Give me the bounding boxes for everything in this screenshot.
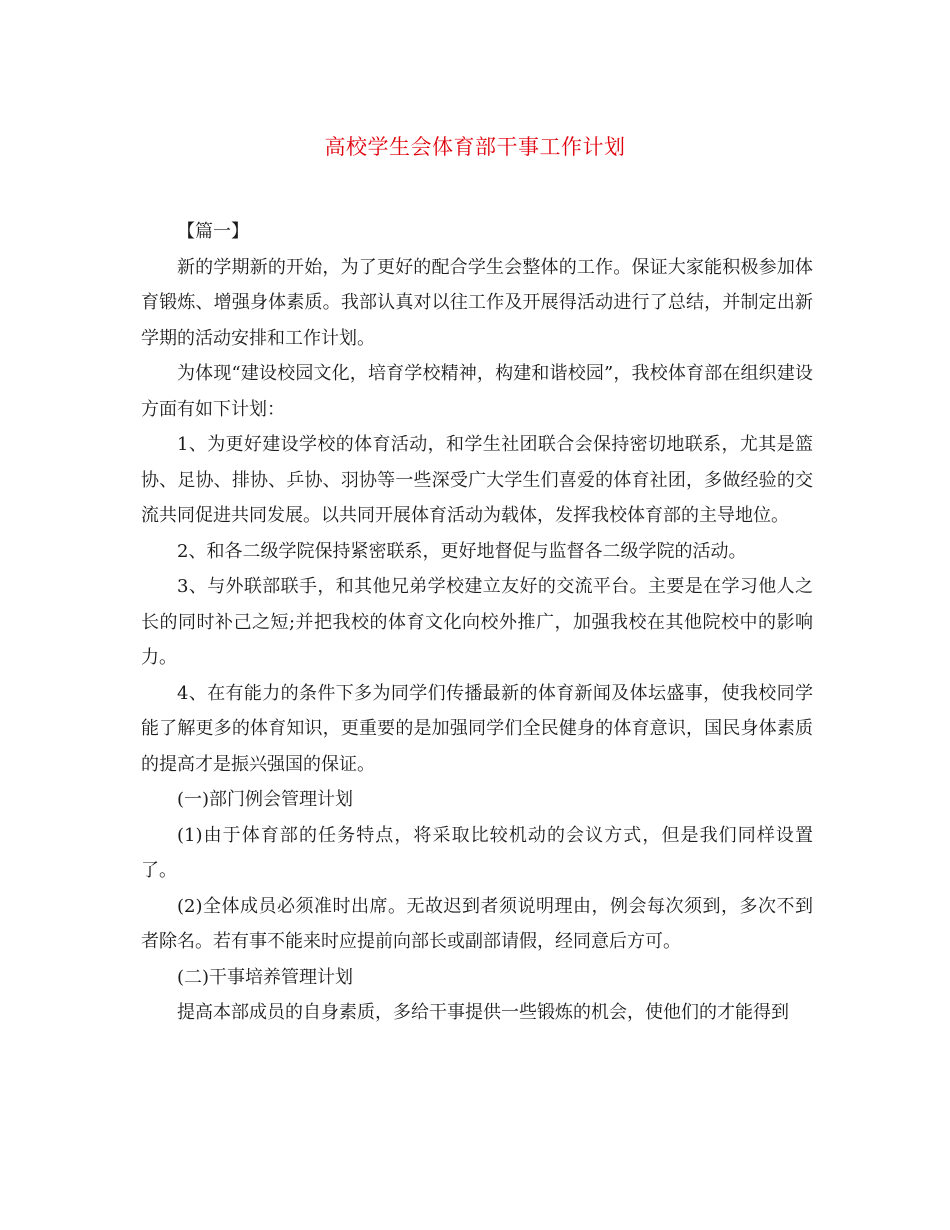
paragraph-meeting-2: (2)全体成员必须准时出席。无故迟到者须说明理由，例会每次须到，多次不到者除名。若有事不能来时应提前向部长或副部请假，经同意后方可。	[141, 895, 813, 952]
paragraph-intro: 新的学期新的开始，为了更好的配合学生会整体的工作。保证大家能积极参加体育锻炼、增强身体素质。我部认真对以往工作及开展得活动进行了总结，并制定出新学期的活动安排和工作计划。	[141, 256, 813, 349]
document-body	[141, 214, 813, 1031]
paragraph-item-4: 4、在有能力的条件下多为同学们传播最新的体育新闻及体坛盛事，使我校同学能了解更多的体育知识，更重要的是加强同学们全民健身的体育意识，国民身体素质的提高才是振兴强国的保证。	[141, 682, 813, 775]
paragraph-plan-intro: 为体现“建设校园文化，培育学校精神，构建和谐校园”，我校体育部在组织建设方面有如下计划：	[141, 363, 813, 420]
subheading-meeting-plan: (一)部门例会管理计划	[177, 789, 354, 810]
paragraph-item-1: 1、为更好建设学校的体育活动，和学生社团联合会保持密切地联系，尤其是篮协、足协、排协、乒协、羽协等一些深受广大学生们喜爱的体育社团，多做经验的交流共同促进共同发展。以共同开展体育活动为载体，发挥我校体育部的主导地位。	[141, 434, 813, 526]
document-title: 高校学生会体育部干事工作计划	[324, 135, 626, 159]
section-label: 【篇一】	[177, 221, 249, 242]
paragraph-meeting-1: (1)由于体育部的任务特点，将采取比较机动的会议方式，但是我们同样设置了。	[141, 824, 813, 881]
paragraph-item-3: 3、与外联部联手，和其他兄弟学校建立友好的交流平台。主要是在学习他人之长的同时补己之短;并把我校的体育文化向校外推广，加强我校在其他院校中的影响力。	[141, 576, 813, 668]
paragraph-training: 提高本部成员的自身素质，多给干事提供一些锻炼的机会，使他们的才能得到	[177, 1002, 789, 1023]
paragraph-item-2: 2、和各二级学院保持紧密联系，更好地督促与监督各二级学院的活动。	[177, 540, 747, 562]
subheading-training-plan: (二)干事培养管理计划	[177, 966, 354, 988]
